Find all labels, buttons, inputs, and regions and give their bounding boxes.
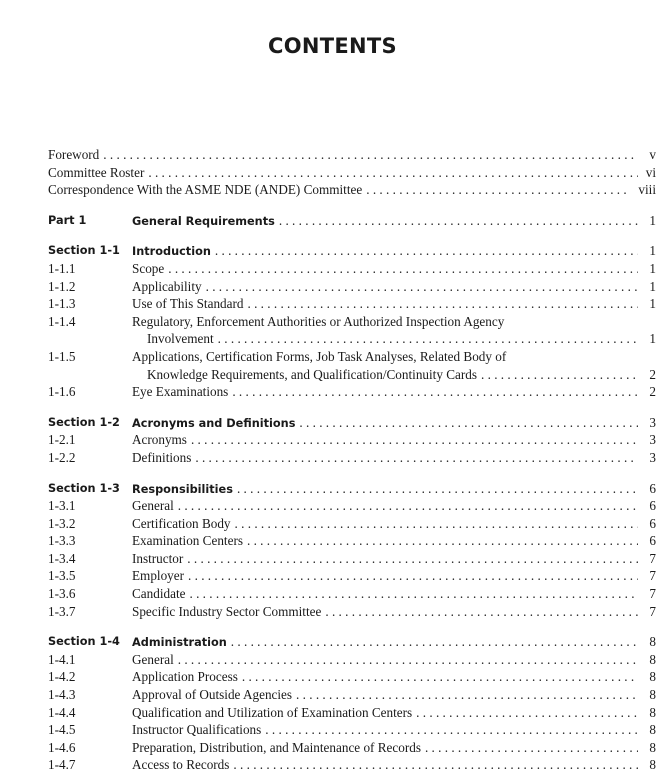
toc-entry[interactable] [48, 278, 656, 296]
entry-number: 1-1.3 [48, 296, 76, 312]
toc-entry[interactable] [48, 585, 656, 603]
toc-entry[interactable] [48, 431, 656, 449]
dot-leader [233, 756, 638, 774]
entry-number: 1-2.1 [48, 432, 76, 448]
entry-page: 8 [649, 687, 656, 703]
dot-leader [168, 260, 638, 278]
dot-leader [148, 164, 637, 182]
table-of-contents [48, 146, 656, 774]
toc-entry[interactable] [48, 348, 656, 366]
entry-page: 6 [649, 498, 656, 514]
toc-entry[interactable] [48, 295, 656, 313]
dot-leader [247, 295, 638, 313]
toc-entry-foreword[interactable] [48, 146, 656, 164]
dot-leader [237, 480, 638, 498]
entry-title: Applications, Certification Forms, Job Task Analyses, Related Body of [132, 348, 507, 364]
entry-page: 6 [649, 533, 656, 549]
dot-leader [481, 366, 638, 384]
toc-entry[interactable] [48, 651, 656, 669]
toc-entry[interactable] [48, 313, 656, 331]
toc-entry[interactable] [48, 756, 656, 774]
entry-number: 1-4.6 [48, 739, 76, 755]
section-number: Section 1-1 [48, 244, 120, 258]
section-number: Section 1-3 [48, 481, 120, 495]
entry-page: 7 [649, 550, 656, 566]
toc-entry[interactable] [48, 532, 656, 550]
entry-number: 1-4.3 [48, 687, 76, 703]
entry-page: 1 [649, 296, 656, 312]
toc-part-1[interactable] [48, 212, 656, 230]
dot-leader [232, 383, 638, 401]
toc-entry[interactable] [48, 497, 656, 515]
dot-leader [425, 739, 638, 757]
entry-number: 1-4.7 [48, 757, 76, 773]
dot-leader [231, 633, 638, 651]
entry-number: 1-1.4 [48, 313, 76, 329]
entry-title: General [132, 651, 174, 667]
page-title: CONTENTS [268, 34, 397, 58]
entry-page: 1 [649, 243, 656, 259]
dot-leader [189, 585, 638, 603]
part-title: General Requirements [132, 214, 275, 228]
entry-title: Candidate [132, 586, 186, 602]
entry-page: 2 [649, 384, 656, 400]
entry-title: Approval of Outside Agencies [132, 687, 293, 703]
entry-page: 3 [649, 432, 656, 448]
entry-number: 1-1.1 [48, 260, 76, 276]
toc-entry[interactable] [48, 603, 656, 621]
dot-leader [247, 532, 638, 550]
entry-number: 1-2.2 [48, 449, 76, 465]
toc-entry-committee-roster[interactable] [48, 164, 656, 182]
entry-number: 1-4.2 [48, 669, 76, 685]
dot-leader [296, 686, 638, 704]
toc-entry[interactable] [48, 686, 656, 704]
entry-title: Employer [132, 568, 185, 584]
dot-leader [265, 721, 638, 739]
entry-title: Instructor [132, 550, 184, 566]
entry-title-continued: Knowledge Requirements, and Qualification/Continuity Cards [147, 366, 477, 382]
dot-leader [242, 668, 638, 686]
toc-entry[interactable] [48, 515, 656, 533]
entry-page: 6 [649, 480, 656, 496]
entry-title: Acronyms [132, 432, 187, 448]
entry-number: 1-1.5 [48, 348, 76, 364]
entry-title: Foreword [48, 147, 100, 162]
entry-number: 1-1.6 [48, 384, 76, 400]
entry-title: Scope [132, 260, 165, 276]
entry-page: 8 [649, 651, 656, 667]
entry-page: 7 [649, 603, 656, 619]
dot-leader [215, 242, 638, 260]
entry-number: 1-1.2 [48, 278, 76, 294]
entry-title: General [132, 498, 174, 514]
entry-title: Application Process [132, 669, 238, 685]
entry-page: 8 [649, 704, 656, 720]
entry-page: 1 [649, 260, 656, 276]
entry-page: 3 [649, 414, 656, 430]
dot-leader [416, 704, 638, 722]
entry-page: 1 [649, 212, 656, 228]
entry-title: Certification Body [132, 515, 231, 531]
section-title: Responsibilities [132, 482, 233, 496]
entry-page: v [649, 147, 656, 162]
entry-title: Committee Roster [48, 164, 145, 180]
entry-page: vi [645, 164, 656, 180]
entry-page: 7 [649, 568, 656, 584]
toc-entry[interactable] [48, 260, 656, 278]
entry-title: Definitions [132, 449, 192, 465]
entry-title: Instructor Qualifications [132, 722, 262, 738]
dot-leader [299, 414, 638, 432]
dot-leader [178, 497, 638, 515]
toc-entry[interactable] [48, 567, 656, 585]
entry-page: 8 [649, 634, 656, 650]
entry-title: Use of This Standard [132, 296, 244, 312]
dot-leader [103, 146, 638, 164]
dot-leader [188, 567, 638, 585]
section-title: Introduction [132, 245, 211, 259]
dot-leader [325, 603, 638, 621]
toc-entry[interactable] [48, 449, 656, 467]
toc-entry-correspondence[interactable] [48, 181, 656, 199]
entry-title: Applicability [132, 278, 202, 294]
entry-page: 3 [649, 449, 656, 465]
toc-section-1-2[interactable] [48, 414, 656, 432]
dot-leader [279, 212, 638, 230]
entry-title: Eye Examinations [132, 384, 229, 400]
entry-page: viii [638, 182, 656, 198]
entry-page: 7 [649, 586, 656, 602]
entry-title: Specific Industry Sector Committee [132, 603, 322, 619]
entry-page: 8 [649, 757, 656, 773]
dot-leader [191, 431, 638, 449]
entry-number: 1-4.4 [48, 704, 76, 720]
entry-number: 1-4.5 [48, 722, 76, 738]
toc-section-1-4[interactable] [48, 633, 656, 651]
dot-leader [218, 330, 638, 348]
entry-number: 1-3.5 [48, 568, 76, 584]
section-number: Section 1-2 [48, 415, 120, 429]
entry-number: 1-3.4 [48, 550, 76, 566]
entry-number: 1-4.1 [48, 651, 76, 667]
entry-title: Correspondence With the ASME NDE (ANDE) Committee [48, 182, 363, 198]
entry-number: 1-3.6 [48, 586, 76, 602]
toc-section-1-1[interactable] [48, 242, 656, 260]
toc-entry[interactable] [48, 739, 656, 757]
entry-title: Preparation, Distribution, and Maintenance of Records [132, 739, 421, 755]
dot-leader [187, 550, 638, 568]
toc-entry-continuation[interactable] [48, 330, 656, 348]
entry-title: Regulatory, Enforcement Authorities or Authorized Inspection Agency [132, 313, 505, 329]
toc-entry-continuation[interactable] [48, 366, 656, 384]
dot-leader [195, 449, 638, 467]
dot-leader [235, 515, 638, 533]
entry-page: 1 [649, 278, 656, 294]
entry-number: 1-3.7 [48, 603, 76, 619]
toc-section-1-3[interactable] [48, 480, 656, 498]
toc-entry[interactable] [48, 704, 656, 722]
entry-number: 1-3.2 [48, 515, 76, 531]
entry-page: 8 [649, 669, 656, 685]
section-title: Administration [132, 636, 227, 650]
section-title: Acronyms and Definitions [132, 416, 296, 430]
entry-title-continued: Involvement [147, 331, 214, 347]
toc-entry[interactable] [48, 668, 656, 686]
toc-entry[interactable] [48, 721, 656, 739]
entry-page: 8 [649, 739, 656, 755]
dot-leader [178, 651, 638, 669]
entry-page: 6 [649, 515, 656, 531]
entry-page: 8 [649, 722, 656, 738]
dot-leader [366, 181, 630, 199]
entry-title: Qualification and Utilization of Examination Centers [132, 704, 413, 720]
entry-number: 1-3.1 [48, 498, 76, 514]
entry-page: 2 [649, 366, 656, 382]
section-number: Section 1-4 [48, 635, 120, 649]
toc-entry[interactable] [48, 383, 656, 401]
entry-number: 1-3.3 [48, 533, 76, 549]
entry-title: Access to Records [132, 757, 230, 773]
dot-leader [206, 278, 638, 296]
entry-page: 1 [649, 331, 656, 347]
toc-entry[interactable] [48, 550, 656, 568]
part-number: Part 1 [48, 213, 87, 227]
entry-title: Examination Centers [132, 533, 243, 549]
